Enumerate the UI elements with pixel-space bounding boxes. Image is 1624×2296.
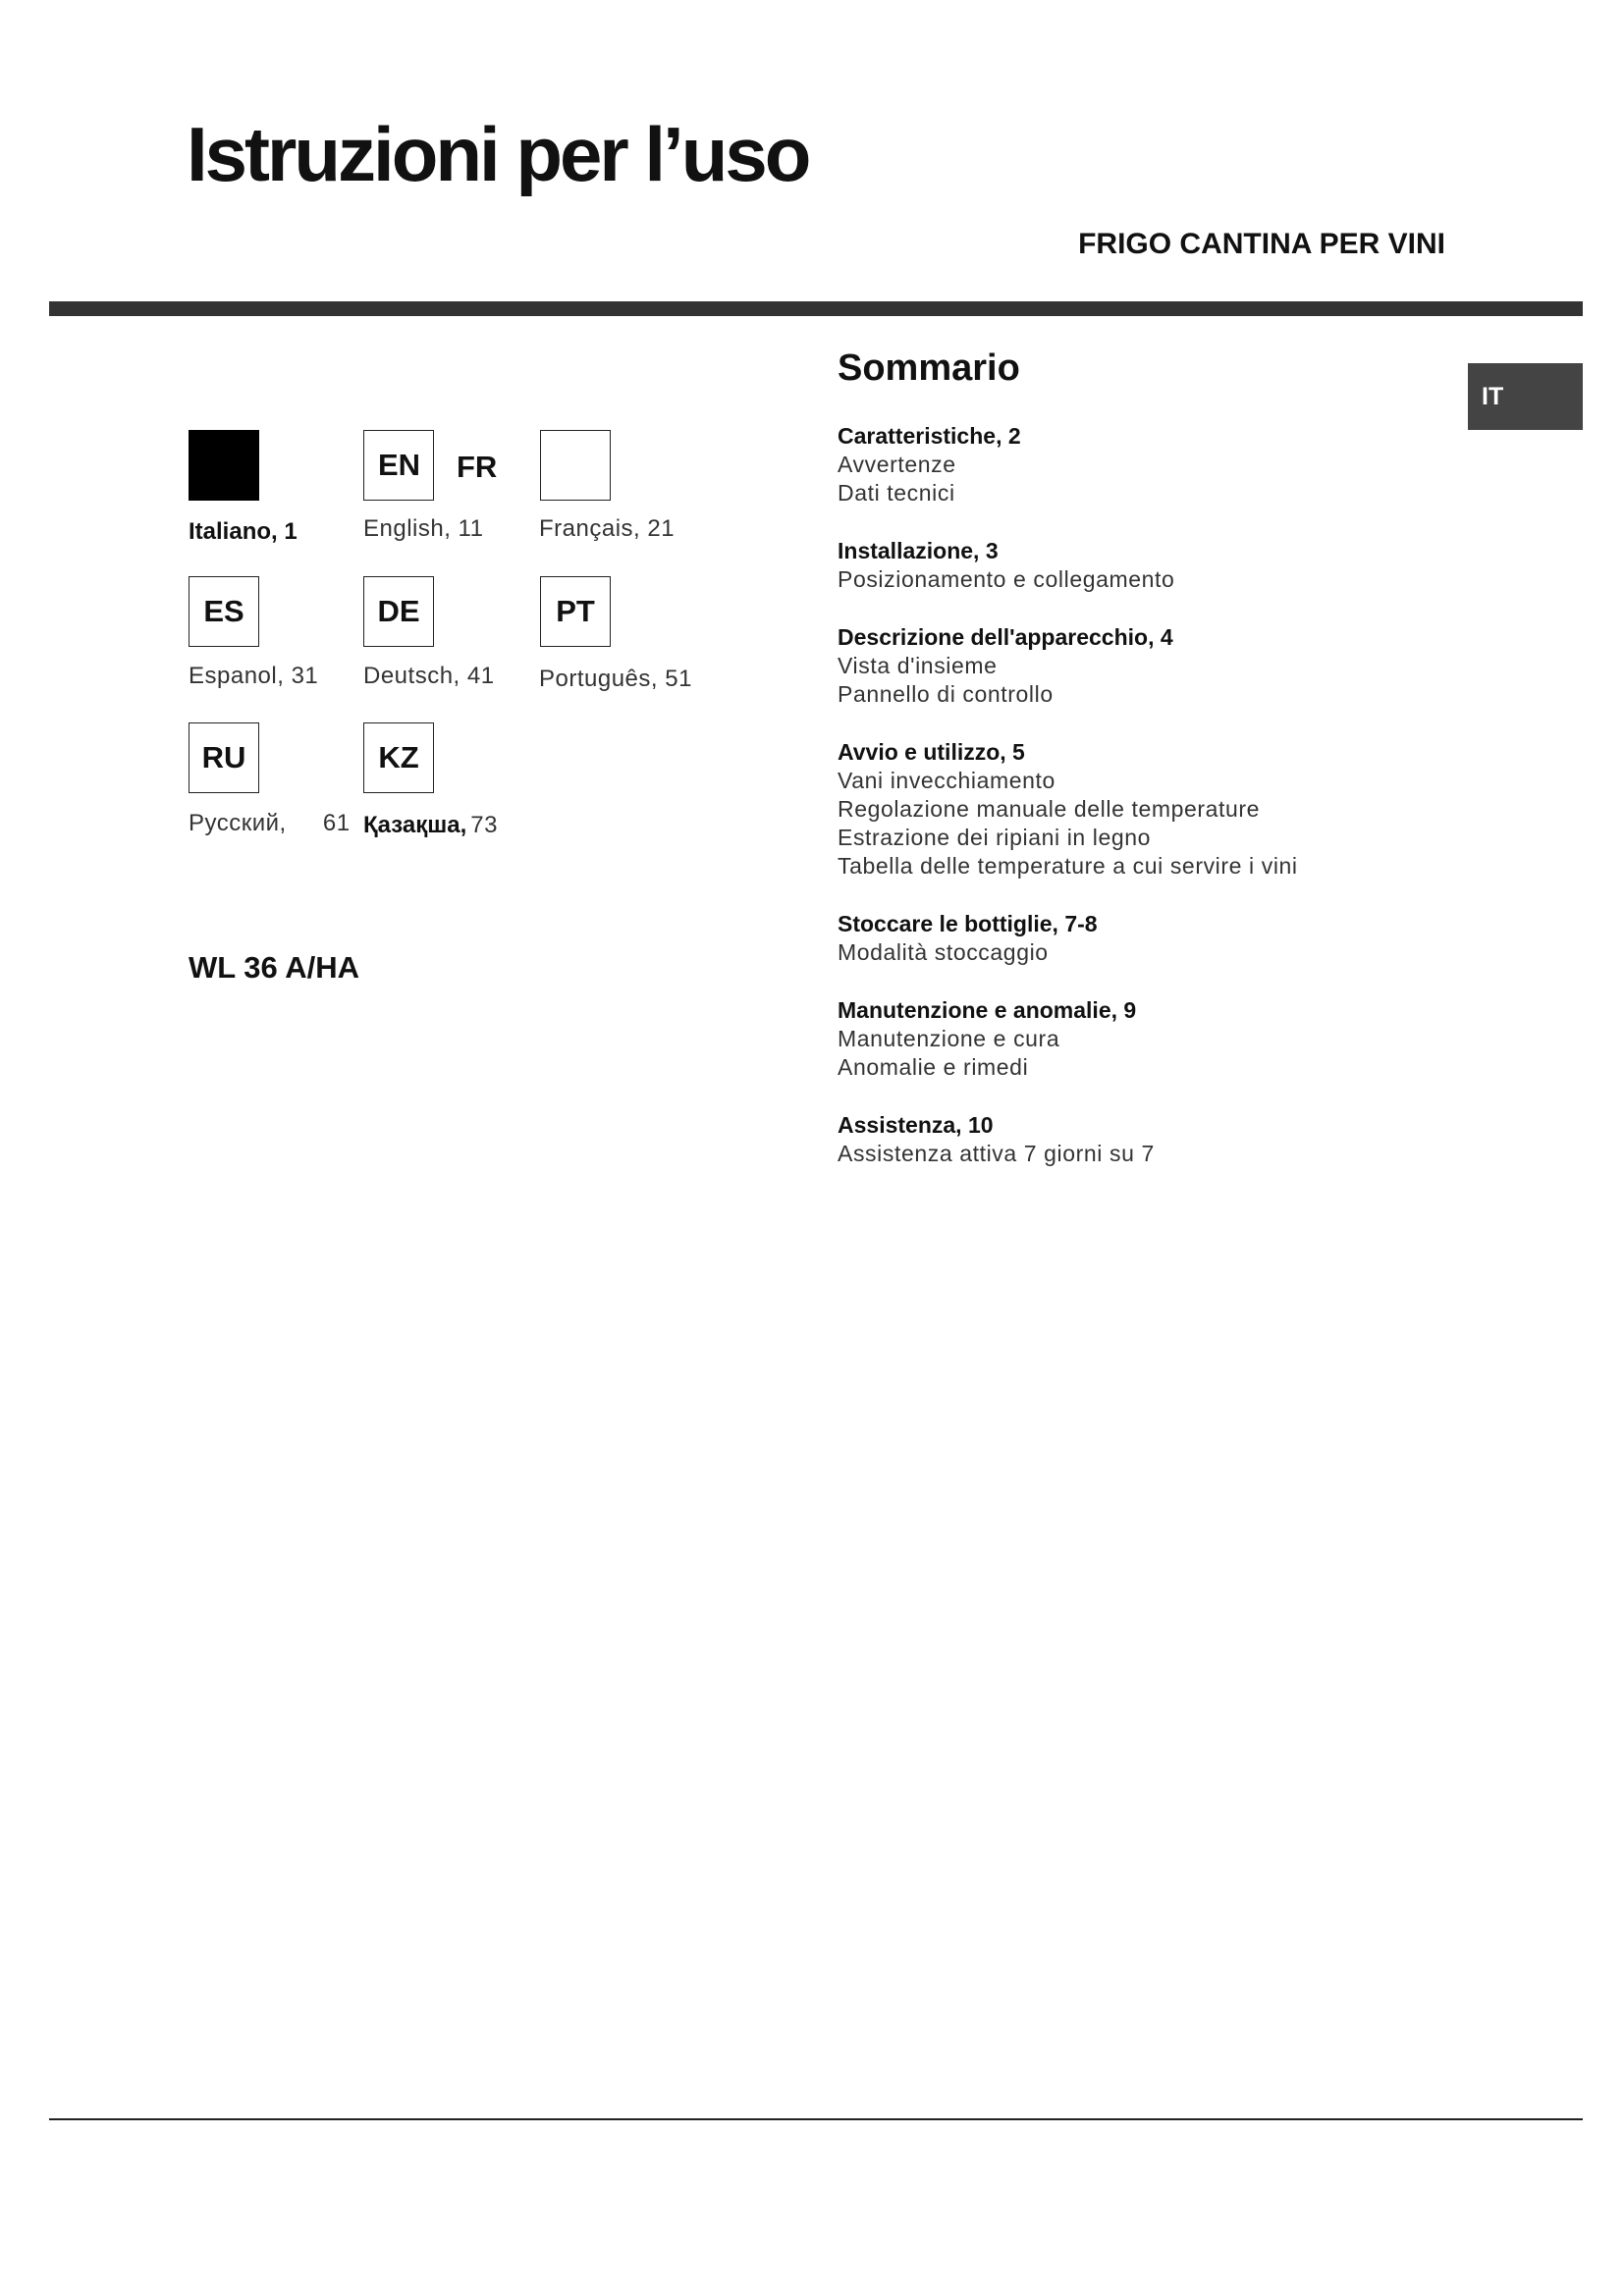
toc-item[interactable]: Vani invecchiamento — [838, 768, 1056, 793]
lang-label-russian[interactable] — [189, 810, 351, 837]
toc-list — [838, 422, 1446, 1198]
language-tab-it[interactable]: IT — [1468, 363, 1583, 430]
lang-box-espanol[interactable] — [189, 576, 259, 647]
toc-item[interactable]: Anomalie e rimedi — [838, 1054, 1029, 1080]
lang-code-ru: RU — [201, 740, 246, 774]
toc-heading[interactable]: Avvio e utilizzo, 5 — [838, 739, 1025, 765]
model-number: WL 36 A/HA — [189, 950, 359, 985]
lang-label-deutsch[interactable]: Deutsch, 41 — [363, 663, 495, 689]
toc-section — [838, 738, 1446, 881]
document-title: Istruzioni per l’uso — [187, 111, 809, 197]
toc-heading[interactable]: Assistenza, 10 — [838, 1112, 994, 1138]
toc-item[interactable]: Pannello di controllo — [838, 681, 1054, 707]
header-divider — [49, 301, 1583, 316]
lang-label-espanol[interactable]: Espanol, 31 — [189, 663, 319, 689]
toc-section — [838, 537, 1446, 594]
toc-heading[interactable]: Installazione, 3 — [838, 538, 999, 563]
footer-divider — [49, 2118, 1583, 2120]
lang-label-english[interactable]: English, 11 — [363, 515, 484, 542]
toc-title: Sommario — [838, 347, 1020, 389]
toc-item[interactable]: Assistenza attiva 7 giorni su 7 — [838, 1141, 1155, 1166]
toc-item[interactable]: Vista d'insieme — [838, 653, 998, 678]
lang-box-portugues[interactable] — [540, 576, 611, 647]
toc-section — [838, 910, 1446, 967]
toc-heading[interactable]: Manutenzione e anomalie, 9 — [838, 997, 1137, 1023]
toc-section — [838, 422, 1446, 507]
toc-item[interactable]: Regolazione manuale delle temperature — [838, 796, 1261, 822]
toc-item[interactable]: Modalità stoccaggio — [838, 939, 1049, 965]
lang-label-kazakh[interactable] — [363, 812, 498, 839]
toc-section — [838, 1111, 1446, 1168]
lang-label-portugues[interactable]: Português, 51 — [539, 666, 692, 692]
lang-box-english[interactable] — [363, 430, 434, 501]
lang-name-kazakh: Қазақша, — [363, 812, 467, 838]
toc-section — [838, 623, 1446, 709]
lang-code-es: ES — [203, 594, 244, 628]
lang-name-russian: Русский, — [189, 810, 287, 836]
lang-box-italiano[interactable] — [189, 430, 259, 501]
lang-page-kazakh: 73 — [470, 812, 498, 838]
toc-item[interactable]: Tabella delle temperature a cui servire i vini — [838, 853, 1298, 879]
toc-item[interactable]: Dati tecnici — [838, 480, 955, 506]
document-subtitle: FRIGO CANTINA PER VINI — [1078, 228, 1445, 260]
lang-page-russian: 61 — [322, 810, 351, 836]
toc-item[interactable]: Manutenzione e cura — [838, 1026, 1060, 1051]
lang-code-kz: KZ — [378, 740, 419, 774]
lang-box-kazakh[interactable] — [363, 722, 434, 793]
lang-code-pt: PT — [556, 594, 595, 628]
lang-code-fr[interactable]: FR — [457, 450, 498, 484]
lang-code-en: EN — [378, 448, 421, 482]
toc-heading[interactable]: Stoccare le bottiglie, 7-8 — [838, 911, 1098, 936]
lang-box-deutsch[interactable] — [363, 576, 434, 647]
lang-label-francais[interactable]: Français, 21 — [539, 515, 676, 542]
toc-item[interactable]: Estrazione dei ripiani in legno — [838, 825, 1152, 850]
toc-item[interactable]: Avvertenze — [838, 452, 956, 477]
lang-box-francais[interactable] — [540, 430, 611, 501]
lang-label-italiano[interactable]: Italiano, 1 — [189, 518, 298, 545]
toc-heading[interactable]: Caratteristiche, 2 — [838, 423, 1021, 449]
lang-code-de: DE — [377, 594, 420, 628]
lang-box-russian[interactable] — [189, 722, 259, 793]
toc-section — [838, 996, 1446, 1082]
lang-divider — [433, 451, 434, 480]
toc-heading[interactable]: Descrizione dell'apparecchio, 4 — [838, 624, 1173, 650]
toc-item[interactable]: Posizionamento e collegamento — [838, 566, 1175, 592]
